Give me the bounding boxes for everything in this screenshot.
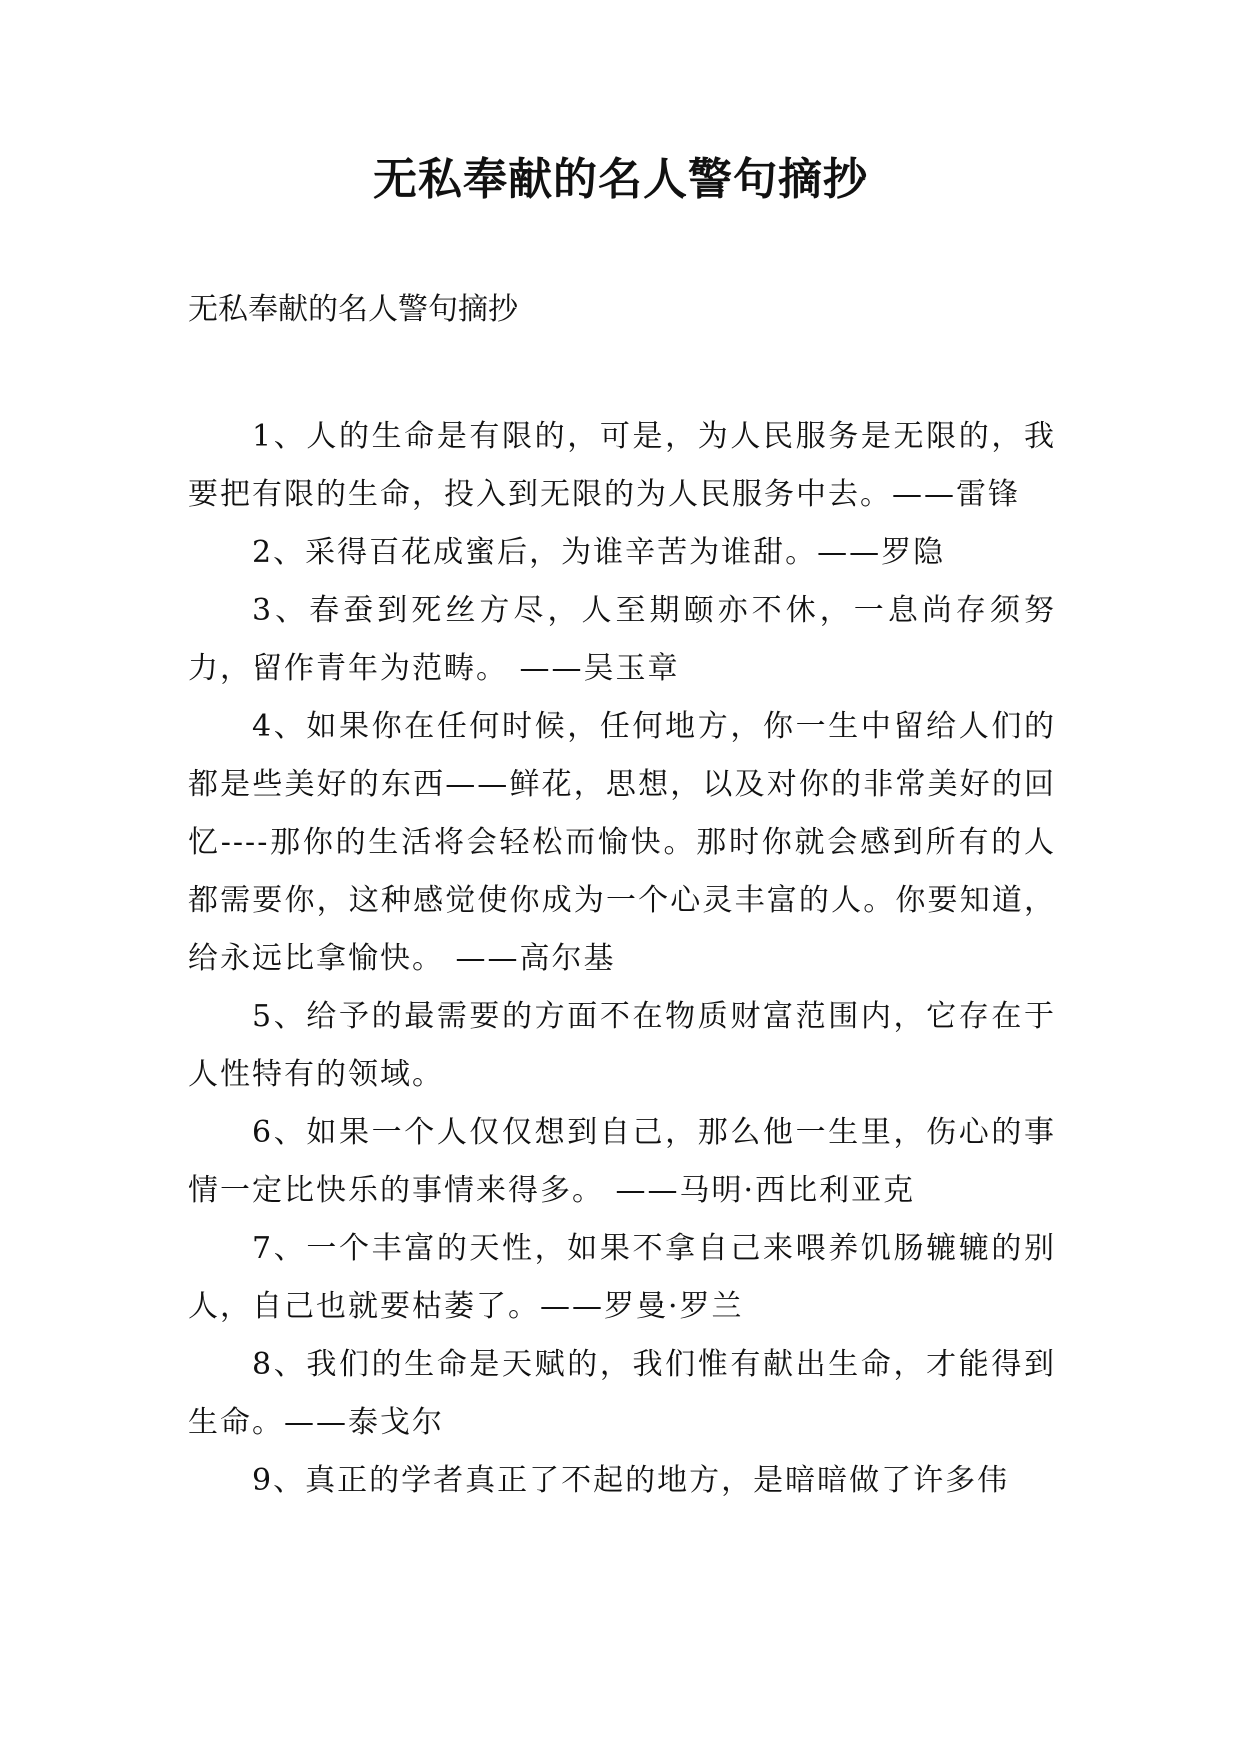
document-subtitle: 无私奉献的名人警句摘抄	[188, 292, 518, 327]
quote-paragraph: 9、真正的学者真正了不起的地方，是暗暗做了许多伟	[252, 1463, 1010, 1498]
quote-paragraph: 4、如果你在任何时候，任何地方，你一生中留给人们的都是些美好的东西——鲜花，思想，以及对你的非常美好的回忆----那你的生活将会轻松而愉快。那时你就会感到所有的人都需要你，这种感觉使你成为一个心灵丰富的人。你要知道，给永远比拿愉快。 ——高尔基	[188, 709, 1056, 976]
quote-paragraph: 7、一个丰富的天性，如果不拿自己来喂养饥肠辘辘的别人，自己也就要枯萎了。——罗曼·罗兰	[188, 1231, 1056, 1324]
quote-paragraph: 5、给予的最需要的方面不在物质财富范围内，它存在于人性特有的领域。	[188, 999, 1056, 1092]
document-body	[188, 408, 1056, 1510]
document-title: 无私奉献的名人警句摘抄	[373, 154, 868, 205]
quote-paragraph: 2、采得百花成蜜后，为谁辛苦为谁甜。——罗隐	[252, 535, 946, 570]
quote-paragraph: 8、我们的生命是天赋的，我们惟有献出生命，才能得到生命。——泰戈尔	[188, 1347, 1056, 1440]
quote-paragraph: 3、春蚕到死丝方尽，人至期颐亦不休，一息尚存须努力，留作青年为范畴。 ——吴玉章	[188, 593, 1056, 686]
quote-paragraph: 1、人的生命是有限的，可是，为人民服务是无限的，我要把有限的生命，投入到无限的为人民服务中去。——雷锋	[188, 419, 1056, 512]
quote-paragraph: 6、如果一个人仅仅想到自己，那么他一生里，伤心的事情一定比快乐的事情来得多。 ——马明·西比利亚克	[188, 1115, 1056, 1208]
